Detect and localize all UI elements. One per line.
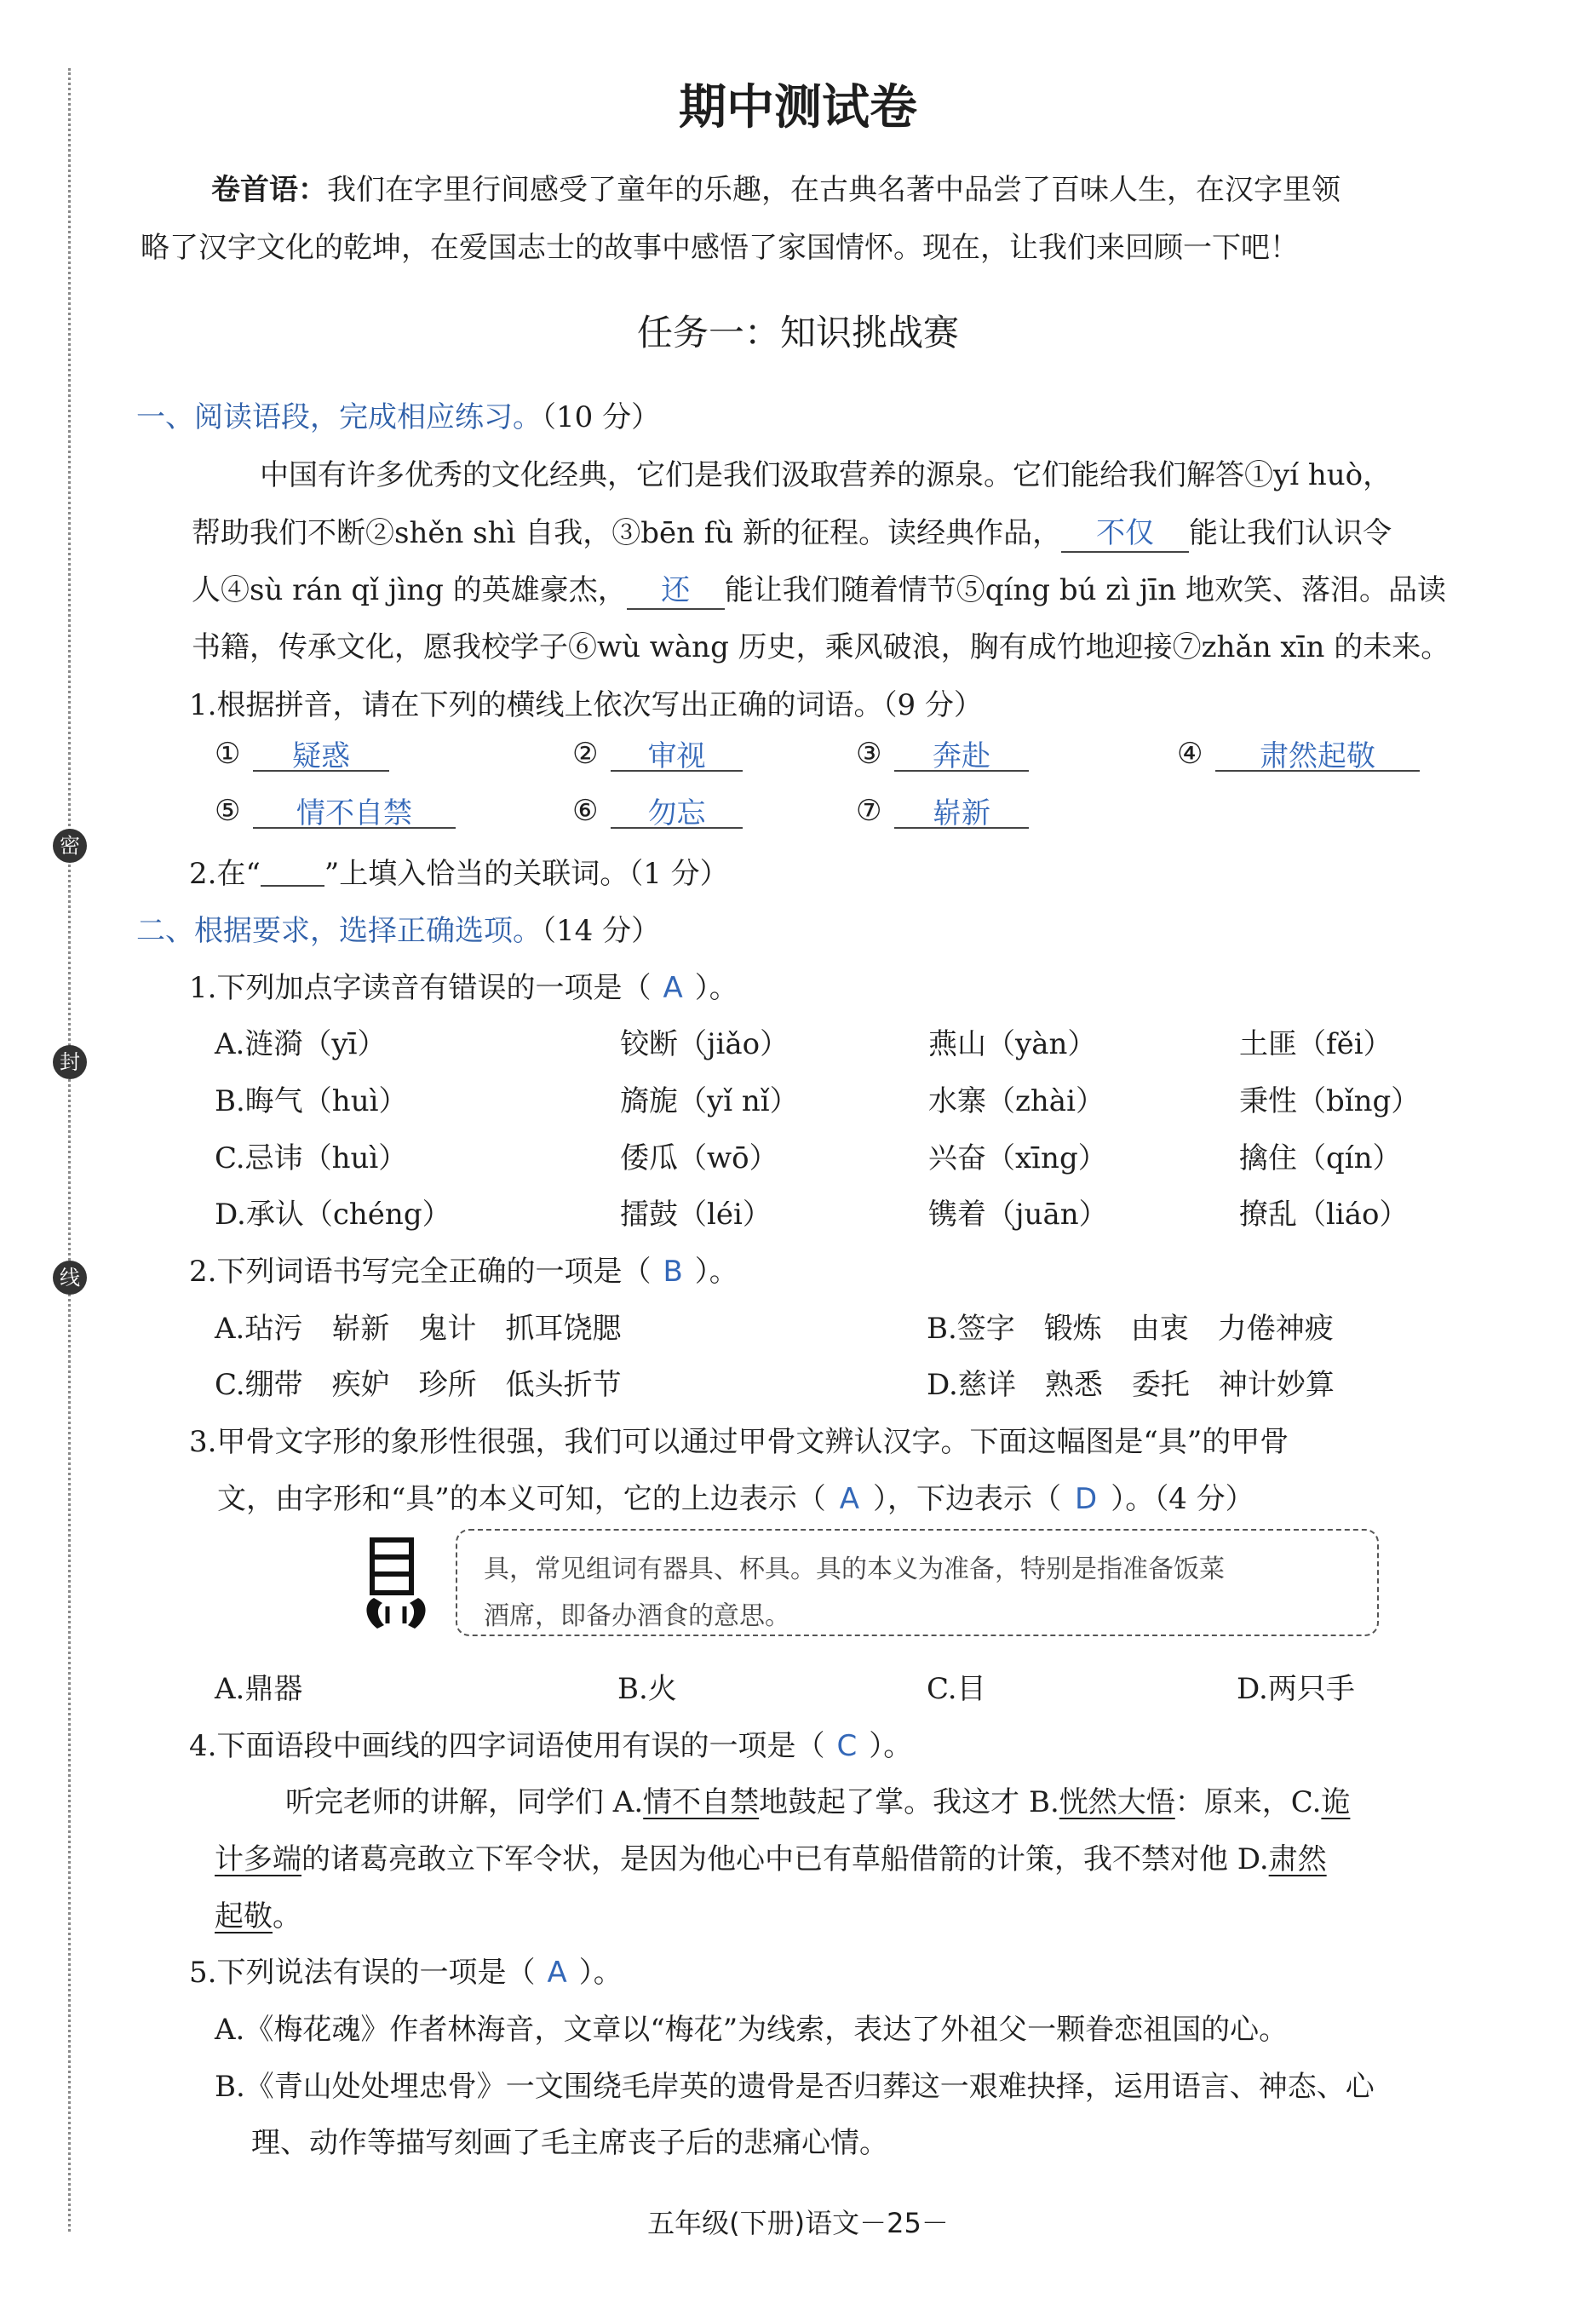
s2-q1-prefix: 1.下列加点字读音有错误的一项是（: [189, 971, 652, 1005]
q1-option-a1: A.涟漪（yī）: [215, 1027, 387, 1061]
q1-option-c3: 兴奋（xīng）: [928, 1141, 1107, 1175]
intro-text-1: 我们在字里行间感受了童年的乐趣，在古典名著中品尝了百味人生，在汉字里领: [327, 173, 1341, 207]
s2-q3-line-2: [217, 1475, 1254, 1517]
s2-q4-stem: [189, 1722, 912, 1764]
q1-option-a4: 土匪（fěi）: [1239, 1027, 1392, 1061]
q1-option-b4: 秉性（bǐng）: [1239, 1084, 1421, 1118]
section2-heading: [136, 907, 660, 949]
seal-mi: 密: [53, 829, 87, 863]
section1-heading: [136, 394, 660, 435]
answer-3: 奔赴: [894, 733, 1029, 772]
s2-q5-answer: A: [547, 1956, 567, 1990]
q2-option-d: D.慈详 熟悉 委托 神计妙算: [927, 1368, 1335, 1402]
q3-option-a: A.鼎器: [215, 1672, 303, 1706]
passage-line-2-b: 能让我们认识令: [1189, 516, 1392, 550]
s2-q3-line-1: 3.甲骨文字形的象形性很强，我们可以通过甲骨文辨认汉字。下面这幅图是“具”的甲骨: [189, 1425, 1289, 1459]
answer-num-1: ①: [215, 737, 241, 771]
section1-score: （10 分）: [542, 400, 661, 434]
q3-option-b: B.火: [617, 1672, 677, 1706]
passage-line-2: [192, 509, 1392, 553]
definition-line-1: 具，常见组词有器具、杯具。具的本义为准备，特别是指准备饭菜: [484, 1554, 1225, 1584]
s1-question-2-a: 2.在“: [189, 857, 261, 891]
q4-passage-line-1: [285, 1778, 1350, 1820]
q4-l3b: 。: [273, 1899, 301, 1933]
q4-underline-a: 情不自禁: [643, 1785, 760, 1819]
intro-label: 卷首语：: [211, 173, 327, 207]
intro-line-1: [211, 166, 1341, 208]
q1-option-a3: 燕山（yàn）: [928, 1027, 1097, 1061]
passage-line-2-a: 帮助我们不断②shěn shì 自我，③bēn fù 新的征程。读经典作品，: [192, 516, 1062, 550]
s2-q4-suffix: ）。: [869, 1729, 913, 1763]
q5-option-a: A.《梅花魂》作者林海音，文章以“梅花”为线索，表达了外祖父一颗眷恋祖国的心。: [215, 2013, 1289, 2047]
s2-q3-answer-2: D: [1075, 1482, 1098, 1516]
q2-option-c: C.绷带 疾妒 珍所 低头折节: [215, 1368, 622, 1402]
s2-q5-suffix: ）。: [578, 1956, 623, 1990]
s2-q1-stem: [189, 964, 738, 1006]
blank-hai: 还: [627, 566, 725, 610]
q1-option-c1: C.忌讳（huì）: [215, 1141, 408, 1175]
s2-q5-prefix: 5.下列说法有误的一项是（: [189, 1956, 536, 1990]
q5-option-b-line-2: 理、动作等描写刻画了毛主席丧子后的悲痛心情。: [251, 2126, 888, 2160]
s2-q2-prefix: 2.下列词语书写完全正确的一项是（: [189, 1255, 652, 1289]
answer-5: 情不自禁: [253, 790, 456, 829]
passage-line-4: 书籍，传承文化，愿我校学子⑥wù wàng 历史，乘风破浪，胸有成竹地迎接⑦zhǎn xīn 的未来。: [192, 630, 1450, 664]
s2-q3-answer-1: A: [839, 1482, 860, 1516]
s2-q2-stem: [189, 1248, 738, 1290]
q1-option-b3: 水寨（zhài）: [928, 1084, 1105, 1118]
answer-6: 勿忘: [611, 790, 743, 829]
passage-line-3-b: 能让我们随着情节⑤qíng bú zì jīn 地欢笑、落泪。品读: [724, 573, 1447, 607]
answer-num-2: ②: [572, 737, 599, 771]
answer-4: 肃然起敬: [1215, 733, 1420, 772]
s2-q2-suffix: ）。: [694, 1255, 738, 1289]
q1-option-d3: 镌着（juān）: [928, 1198, 1108, 1232]
q3-option-d: D.两只手: [1237, 1672, 1355, 1706]
q4-l1c: ：原来，C.: [1174, 1785, 1322, 1819]
answer-num-4: ④: [1177, 737, 1203, 771]
blank-buji: 不仅: [1061, 509, 1189, 553]
q4-l1a: 听完老师的讲解，同学们 A.: [285, 1785, 644, 1819]
q1-option-b2: 旖旎（yǐ nǐ）: [620, 1084, 799, 1118]
q4-underline-b: 恍然大悟: [1059, 1785, 1175, 1819]
q1-option-d1: D.承认（chéng）: [215, 1198, 451, 1232]
s2-q2-answer: B: [663, 1255, 683, 1289]
s1-question-2-b: ”上填入恰当的关联词。（1 分）: [324, 857, 729, 891]
question-2-blank: [261, 854, 324, 887]
s1-question-2: [189, 850, 729, 892]
oracle-bone-glyph: [353, 1533, 439, 1635]
passage-line-1: 中国有许多优秀的文化经典，它们是我们汲取营养的源泉。它们能给我们解答①yí huò，: [260, 458, 1392, 492]
q4-underline-d2: 起敬: [215, 1899, 273, 1933]
q1-option-c2: 倭瓜（wō）: [620, 1141, 778, 1175]
answer-num-5: ⑤: [215, 794, 241, 828]
s2-q5-stem: [189, 1949, 623, 1991]
definition-line-2: 酒席，即备办酒食的意思。: [484, 1601, 790, 1631]
s2-q3-line2a: 文，由字形和“具”的本义可知，它的上边表示（: [217, 1482, 826, 1516]
s2-q4-answer: C: [836, 1729, 858, 1763]
q1-option-c4: 擒住（qín）: [1239, 1141, 1402, 1175]
s2-q1-answer: A: [663, 971, 683, 1005]
q1-option-b1: B.晦气（huì）: [215, 1084, 408, 1118]
q3-option-c: C.目: [927, 1672, 986, 1706]
s2-q3-line2b: ），下边表示（: [873, 1482, 1062, 1516]
s2-q1-suffix: ）。: [694, 971, 738, 1005]
section2-title: 二、根据要求，选择正确选项。: [136, 914, 542, 948]
q2-option-a: A.玷污 崭新 鬼计 抓耳饶腮: [215, 1312, 622, 1346]
q4-underline-d1: 肃然: [1268, 1842, 1327, 1876]
seal-feng: 封: [53, 1045, 87, 1079]
passage-line-3: [192, 566, 1446, 610]
answer-num-3: ③: [856, 737, 882, 771]
s2-q3-line2c: ）。（4 分）: [1111, 1482, 1254, 1516]
q4-l2b: 的诸葛亮敢立下军令状，是因为他心中已有草船借箭的计策，我不禁对他 D.: [301, 1842, 1269, 1876]
q1-option-d2: 擂鼓（léi）: [620, 1198, 772, 1232]
s2-q4-prefix: 4.下面语段中画线的四字词语使用有误的一项是（: [189, 1729, 825, 1763]
answer-2: 审视: [611, 733, 743, 772]
seal-xian: 线: [53, 1261, 87, 1295]
section1-title: 一、阅读语段，完成相应练习。: [136, 400, 542, 434]
q4-passage-line-2: [215, 1836, 1327, 1877]
s1-question-1: 1.根据拼音，请在下列的横线上依次写出正确的词语。（9 分）: [189, 688, 983, 722]
answer-1: 疑惑: [253, 733, 389, 772]
q4-underline-c1: 诡: [1321, 1785, 1351, 1819]
answer-7: 崭新: [894, 790, 1029, 829]
q1-option-a2: 铰断（jiǎo）: [620, 1027, 789, 1061]
task-title: 任务一：知识挑战赛: [636, 312, 959, 353]
passage-line-3-a: 人④sù rán qǐ jìng 的英雄豪杰，: [192, 573, 627, 607]
binding-dotted-line: [68, 68, 71, 2232]
q4-passage-line-3: [215, 1893, 301, 1934]
q4-underline-c2: 计多端: [215, 1842, 301, 1876]
section2-score: （14 分）: [542, 914, 661, 948]
q4-l1b: 地鼓起了掌。我这才 B.: [759, 1785, 1059, 1819]
page-footer: 五年级(下册)语文－25－: [647, 2207, 949, 2239]
answer-num-6: ⑥: [572, 794, 599, 828]
q5-option-b-line-1: B.《青山处处埋忠骨》一文围绕毛岸英的遗骨是否归葬这一艰难抉择，运用语言、神态、心: [215, 2070, 1375, 2104]
answer-num-7: ⑦: [856, 794, 882, 828]
intro-line-2: 略了汉字文化的乾坤，在爱国志士的故事中感悟了家国情怀。现在，让我们来回顾一下吧！: [141, 231, 1299, 265]
q2-option-b: B.签字 锻炼 由衷 力倦神疲: [927, 1312, 1334, 1346]
page-title: 期中测试卷: [679, 79, 917, 135]
q1-option-d4: 撩乱（liáo）: [1239, 1198, 1409, 1232]
